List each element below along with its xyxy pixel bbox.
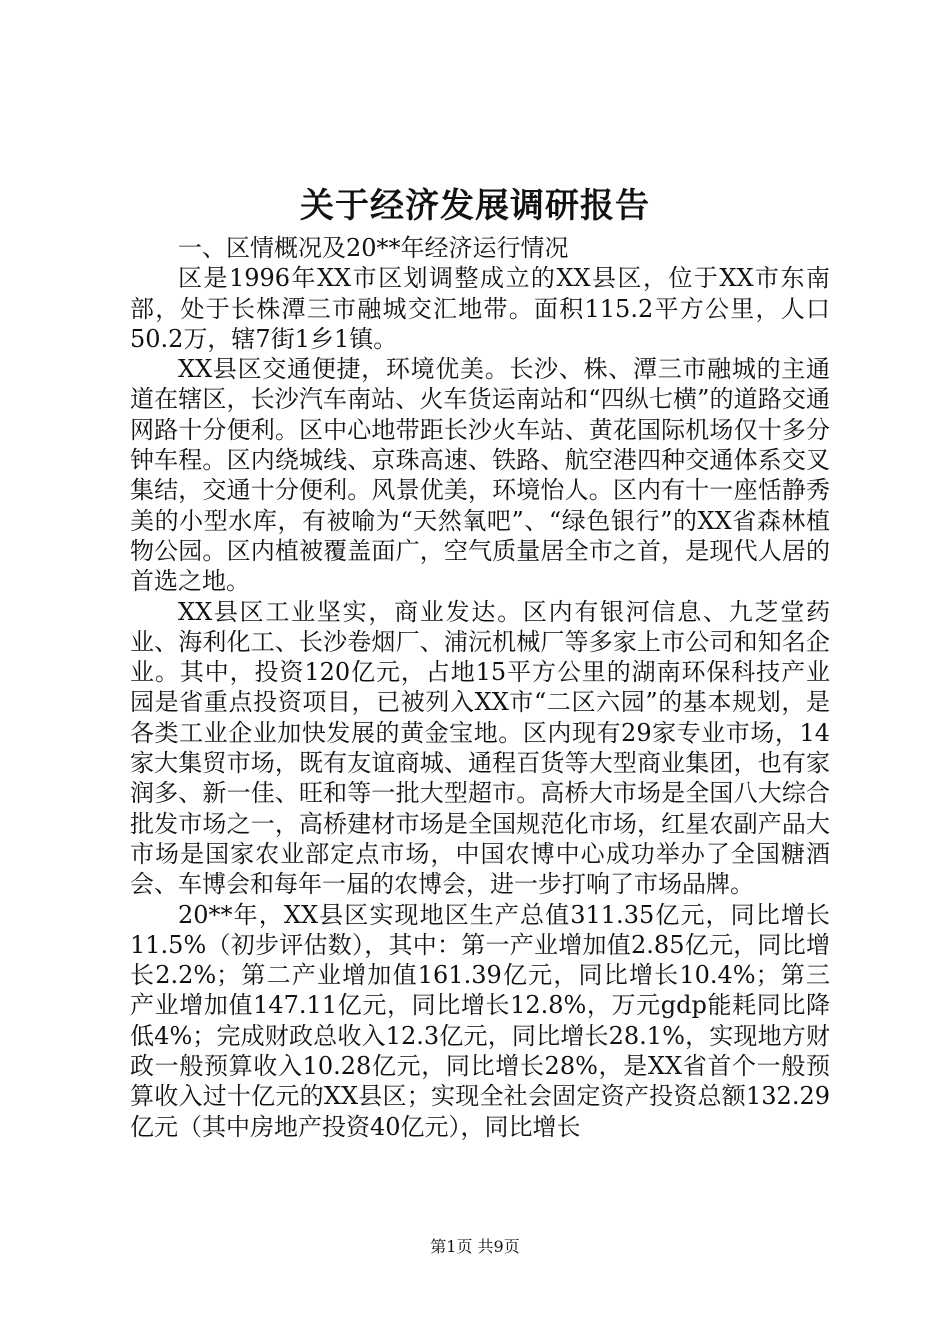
paragraph: XX县区工业坚实，商业发达。区内有银河信息、九芝堂药业、海利化工、长沙卷烟厂、浦沅机械厂等多家上市公司和知名企业。其中，投资120亿元，占地15平方公里的湖南环保科技产业园是省重点投资项目，已被列入XX市“二区六园”的基本规划，是各类工业企业加快发展的黄金宝地。区内现有29家专业市场，14家大集贸市场，既有友谊商城、通程百货等大型商业集团，也有家润多、新一佳、旺和等一批大型超市。高桥大市场是全国八大综合批发市场之一，高桥建材市场是全国规范化市场，红星农副产品大市场是国家农业部定点市场，中国农博中心成功举办了全国糖酒会、车博会和每年一届的农博会，进一步打响了市场品牌。 bbox=[130, 597, 830, 899]
document-title: 关于经济发展调研报告 bbox=[300, 186, 650, 226]
paragraph: XX县区交通便捷，环境优美。长沙、株、潭三市融城的主通道在辖区，长沙汽车南站、火车货运南站和“四纵七横”的道路交通网路十分便利。区中心地带距长沙火车站、黄花国际机场仅十多分钟车程。区内绕城线、京珠高速、铁路、航空港四种交通体系交叉集结，交通十分便利。风景优美，环境怡人。区内有十一座恬静秀美的小型水库，有被喻为“天然氧吧”、“绿色银行”的XX省森林植物公园。区内植被覆盖面广，空气质量居全市之首，是现代人居的首选之地。 bbox=[130, 355, 830, 596]
paragraph: 20**年，XX县区实现地区生产总值311.35亿元，同比增长11.5%（初步评估数），其中：第一产业增加值2.85亿元，同比增长2.2%；第二产业增加值161.39亿元，同比增长10.4%；第三产业增加值147.11亿元，同比增长12.8%，万元gdp能耗同比降低4%；完成财政总收入12.3亿元，同比增长28.1%，实现地方财政一般预算收入10.28亿元，同比增长28%，是XX省首个一般预算收入过十亿元的XX县区；实现全社会固定资产投资总额132.29亿元（其中房地产投资40亿元），同比增长 bbox=[130, 900, 830, 1141]
paragraph: 区是1996年XX市区划调整成立的XX县区，位于XX市东南部，处于长株潭三市融城交汇地带。面积115.2平方公里，人口50.2万，辖7街1乡1镇。 bbox=[130, 264, 830, 353]
page-number-footer: 第1页 共9页 bbox=[430, 1237, 520, 1256]
document-body bbox=[130, 233, 830, 1142]
section-heading: 一、区情概况及20**年经济运行情况 bbox=[178, 234, 569, 262]
